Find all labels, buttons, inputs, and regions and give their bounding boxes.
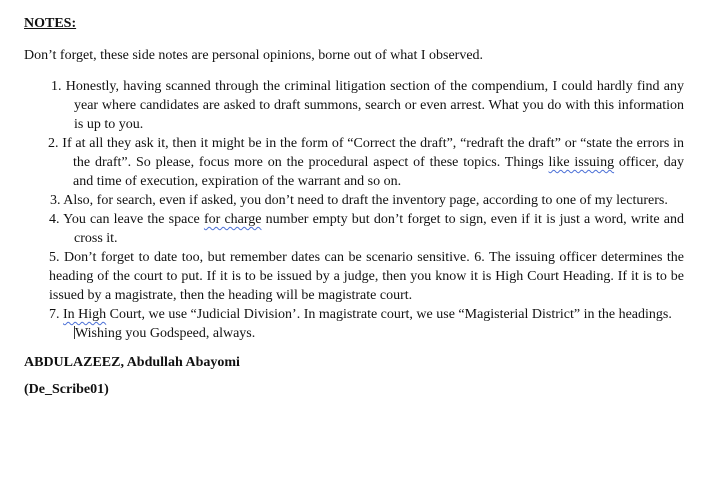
note-item-2: [48, 134, 684, 191]
note-item-3: [50, 191, 684, 210]
spellcheck-flag[interactable]: for charge: [203, 212, 262, 227]
note-item-7: [49, 305, 684, 324]
closing-line-text: Wishing you Godspeed, always.: [75, 326, 256, 341]
intro-paragraph: Don’t forget, these side notes are personal opinions, borne out of what I observed.: [24, 48, 484, 63]
note-item-3-text: 3. Also, for search, even if asked, you don’t need to draft the inventory page, according to one of my lecturers.: [50, 193, 668, 208]
author-name: ABDULAZEEZ, Abdullah Abayomi: [24, 355, 240, 370]
spellcheck-flag[interactable]: like issuing: [548, 155, 615, 170]
note-item-5: [49, 248, 684, 305]
note-item-4: [49, 210, 684, 248]
notes-list: [49, 77, 684, 343]
author-handle: (De_Scribe01): [24, 382, 109, 397]
note-item-1-text: 1. Honestly, having scanned through the criminal litigation section of the compendium, I could hardly find any year where candidates are asked to draft summons, search or even arrest. What you do with this information is up to you.: [51, 79, 684, 132]
note-item-7-text-c: Court, we use “Judicial Division’. In magistrate court, we use “Magisterial District” in the headings.: [106, 307, 672, 322]
note-item-4-text-a: 4. You can leave the space: [49, 212, 204, 227]
note-item-5-text: 5. Don’t forget to date too, but remember dates can be scenario sensitive. 6. The issuing officer determines the heading of the court to put. If it is to be issued by a judge, then you know it is High Court Heading. If it is to be issued by a magistrate, then the heading will be magistrate court.: [49, 250, 684, 303]
closing-line: [49, 324, 684, 343]
note-item-7-text-a: 7.: [49, 307, 63, 322]
note-item-1: [49, 77, 684, 134]
note-item-2-text-a: 2. If at all they ask it, then it might be in the form of “Correct the draft”, “redraft the draft” or “state the errors in the draft”. So please, focus more on the procedural aspect of these topics. Things: [48, 136, 684, 170]
notes-heading: NOTES:: [24, 16, 77, 31]
spellcheck-flag[interactable]: In High: [63, 307, 107, 322]
note-item-2-text-c: officer, day and time of execution, expiration of the warrant and so on.: [73, 155, 684, 189]
note-item-4-text-c: number empty but don’t forget to sign, even if it is just a word, write and cross it.: [74, 212, 685, 246]
